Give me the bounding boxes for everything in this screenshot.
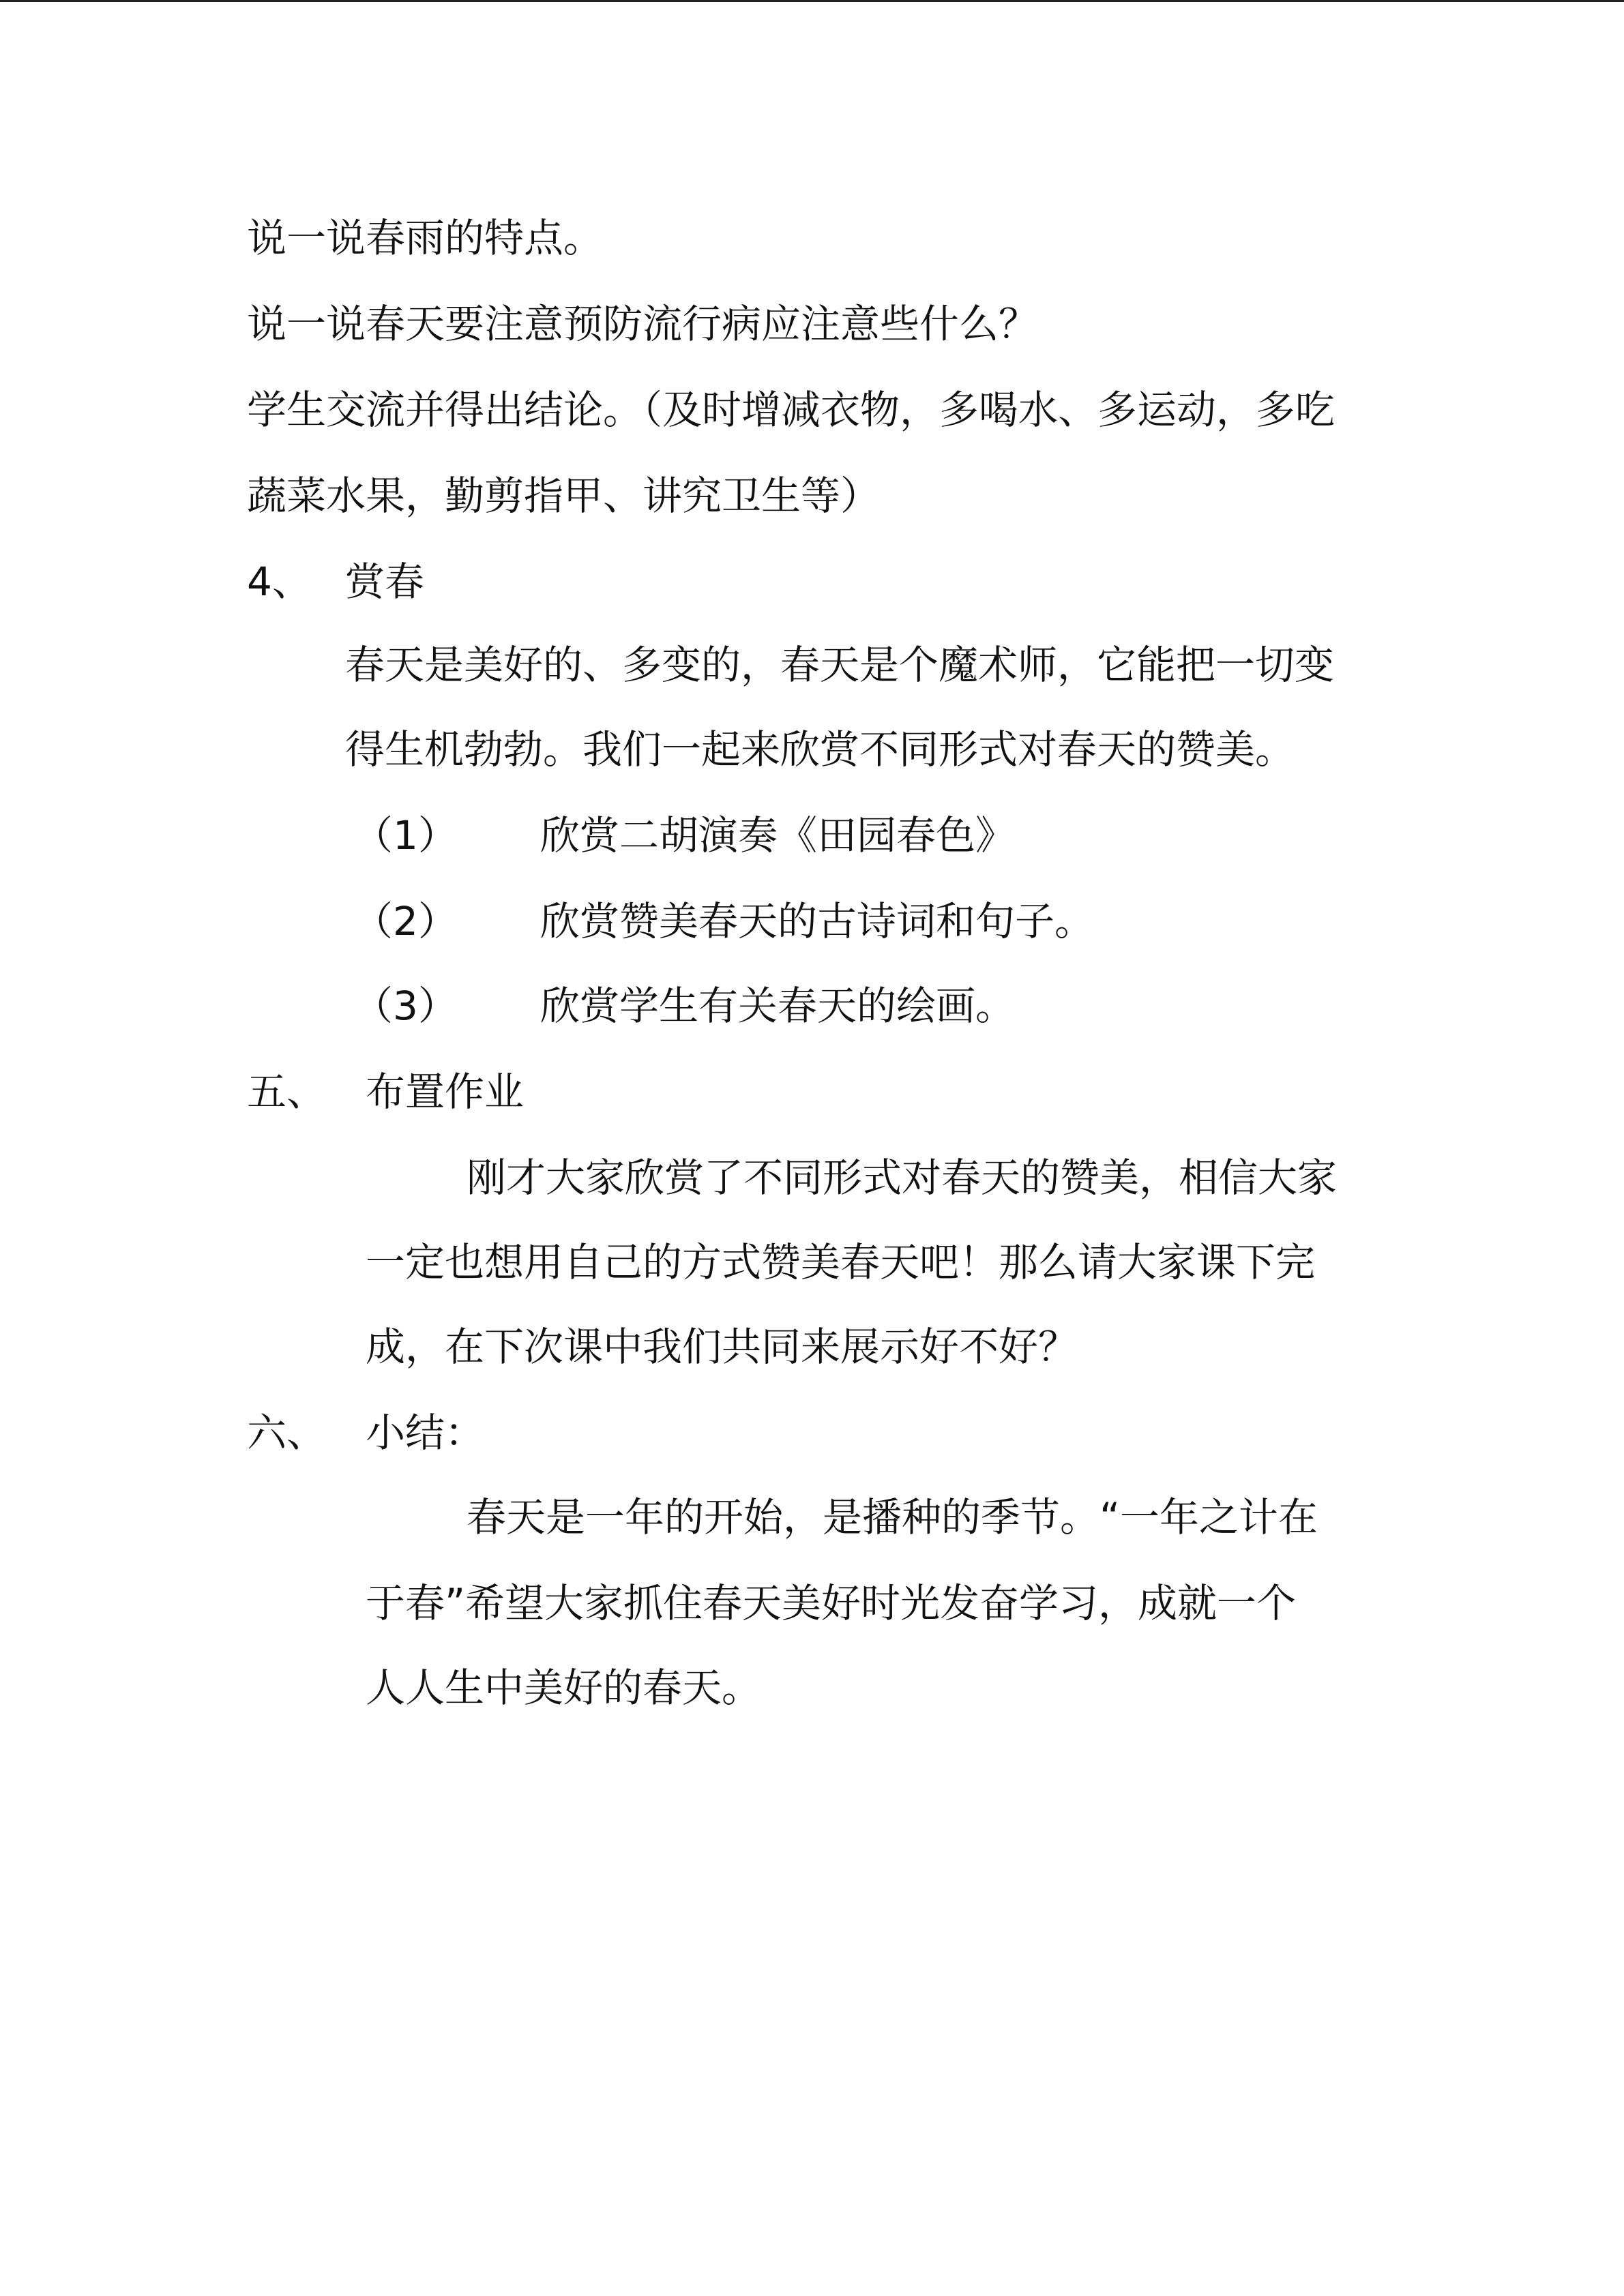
- section-6-paragraph-line-3: 人人生中美好的春天。: [366, 1665, 762, 1711]
- item-number: （2）: [353, 898, 458, 944]
- section-6-paragraph-line-1: 春天是一年的开始，是播种的季节。“一年之计在: [467, 1494, 1318, 1540]
- body-line-2: 说一说春天要注意预防流行病应注意些什么？: [247, 301, 1039, 347]
- section-5-title: 布置作业: [366, 1069, 525, 1115]
- section-5-paragraph-line-1: 刚才大家欣赏了不同形式对春天的赞美，相信大家: [467, 1154, 1338, 1201]
- section-4-paragraph-line-2: 得生机勃勃。我们一起来欣赏不同形式对春天的赞美。: [345, 726, 1295, 773]
- section-5-paragraph-line-3: 成，在下次课中我们共同来展示好不好？: [366, 1324, 1078, 1370]
- section-4-title: 赏春: [345, 558, 425, 605]
- section-6-title: 小结：: [366, 1410, 485, 1456]
- section-6-number: 六、: [247, 1410, 327, 1456]
- item-number: （1）: [353, 812, 458, 859]
- section-6-paragraph-line-2: 于春”希望大家抓住春天美好时光发奋学习，成就一个: [366, 1580, 1297, 1626]
- body-line-3: 学生交流并得出结论。（及时增减衣物，多喝水、多运动，多吃: [247, 387, 1335, 433]
- body-line-1: 说一说春雨的特点。: [247, 215, 604, 261]
- item-text: 欣赏学生有关春天的绘画。: [540, 983, 1016, 1029]
- item-number: （3）: [353, 983, 458, 1029]
- item-text: 欣赏二胡演奏《田园春色》: [540, 812, 1016, 859]
- section-5-paragraph-line-2: 一定也想用自己的方式赞美春天吧！那么请大家课下完: [366, 1239, 1316, 1285]
- section-4-number: 4、: [247, 558, 312, 605]
- page-top-border: [0, 0, 1624, 2]
- item-text: 欣赏赞美春天的古诗词和句子。: [540, 898, 1095, 944]
- section-5-number: 五、: [247, 1069, 327, 1115]
- body-line-4: 蔬菜水果，勤剪指甲、讲究卫生等）: [247, 473, 881, 519]
- section-4-paragraph-line-1: 春天是美好的、多变的，春天是个魔术师，它能把一切变: [345, 642, 1335, 688]
